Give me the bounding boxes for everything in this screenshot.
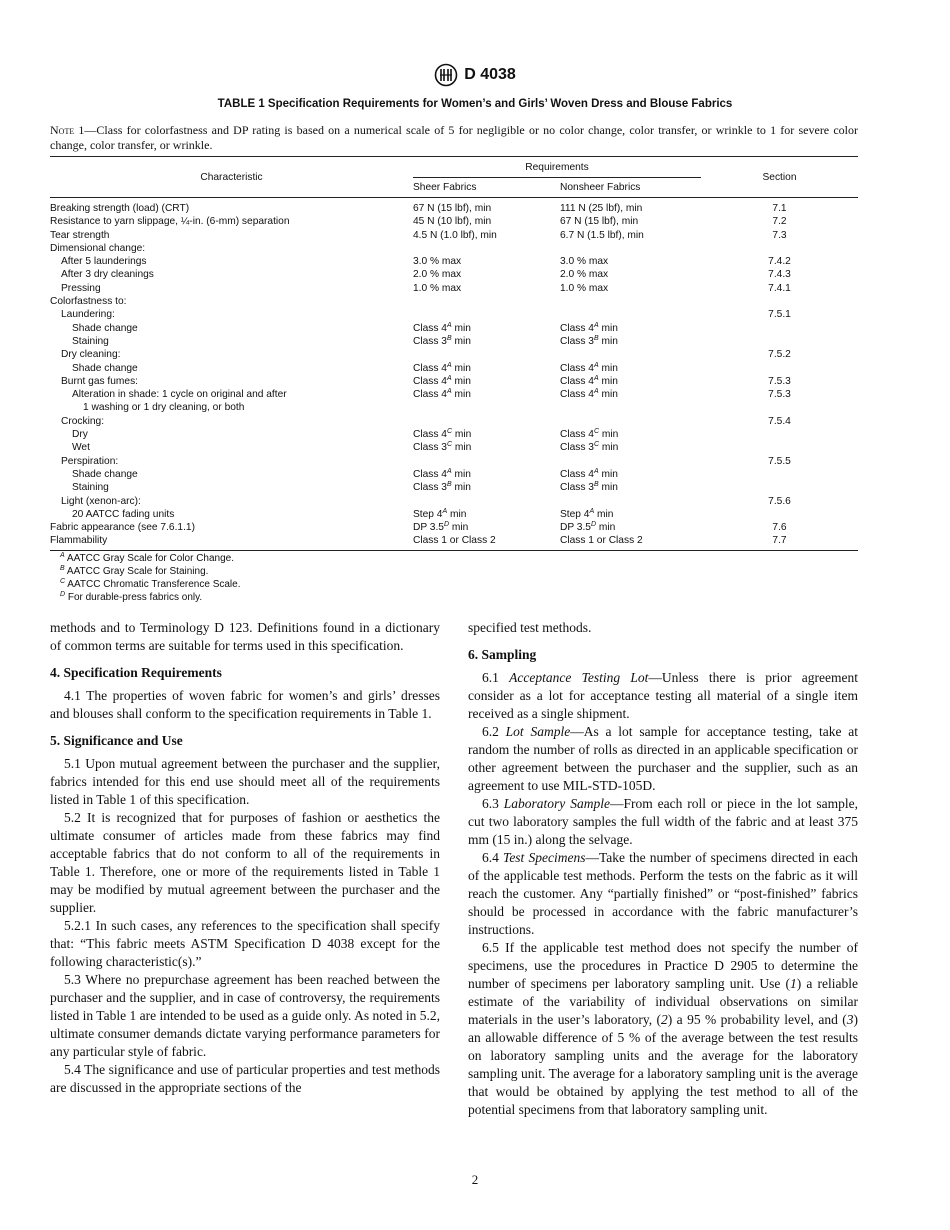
cell-nonsheer: [554, 295, 701, 308]
table-row: [50, 335, 858, 348]
header-characteristic: Characteristic: [50, 157, 413, 198]
cell-nonsheer: Class $3^B$ min: [560, 481, 618, 494]
cell-section: [701, 242, 858, 255]
cell-sheer: [413, 295, 554, 308]
cell-characteristic: Shade change: [72, 362, 138, 374]
header-requirements: Requirements: [413, 157, 701, 178]
section-heading-6: 6. Sampling: [468, 647, 537, 662]
cell-characteristic: Pressing: [61, 282, 101, 294]
cell-nonsheer: Class $4^A$ min: [560, 374, 618, 387]
cell-nonsheer: Class 1 or Class 2: [554, 534, 701, 550]
table-row: [50, 295, 858, 308]
paragraph-5-4: 5.4 The significance and use of particular properties and test methods are discussed in the appropriate sections of the: [50, 1062, 440, 1095]
cell-sheer: 1.0 % max: [413, 282, 462, 294]
table-row: [50, 428, 858, 441]
cell-sheer: 67 N (15 lbf), min: [413, 203, 492, 214]
cell-section: [701, 322, 858, 335]
cell-characteristic: Breaking strength (load) (CRT): [50, 203, 190, 214]
cell-section: 7.5.3: [768, 389, 791, 401]
cell-sheer: 4.5 N (1.0 lbf), min: [413, 229, 497, 241]
cell-nonsheer: [554, 242, 701, 255]
cell-nonsheer: 111 N (25 lbf), min: [560, 203, 643, 214]
page-header: [0, 63, 950, 87]
cell-characteristic: Crocking:: [61, 415, 105, 427]
cell-characteristic: Dry cleaning:: [61, 349, 121, 361]
cell-sheer: Class $3^C$ min: [413, 441, 472, 454]
cell-section: [701, 508, 858, 521]
cell-section: 7.6: [772, 522, 787, 534]
cell-section: 7.5.2: [768, 349, 791, 361]
cell-characteristic: Staining: [72, 482, 109, 494]
header-nonsheer: Nonsheer Fabrics: [554, 178, 701, 198]
cell-nonsheer: 6.7 N (1.5 lbf), min: [560, 229, 644, 241]
left-column: [50, 619, 440, 1097]
table-row: [50, 282, 858, 295]
paragraph-6-3: 6.3 Laboratory Sample—From each roll or piece in the lot sample, cut two laboratory samples the full width of the fabric and at least 375 mm (15 in.) along the selvage.: [468, 796, 858, 847]
cell-nonsheer: 2.0 % max: [560, 269, 609, 281]
table-row: [50, 495, 858, 508]
footnote: $^B$ AATCC Gray Scale for Staining.: [60, 565, 209, 577]
table-row: [50, 508, 858, 521]
cell-nonsheer: Class $4^C$ min: [560, 428, 619, 441]
cell-section: [701, 428, 858, 441]
cell-sheer: [413, 401, 554, 414]
cell-section: 7.2: [772, 216, 787, 228]
cell-sheer: Class $3^B$ min: [413, 334, 471, 347]
cell-sheer: 3.0 % max: [413, 256, 462, 268]
section-heading-5: 5. Significance and Use: [50, 733, 183, 748]
table-footnotes: [60, 552, 241, 604]
cell-characteristic: Perspiration:: [61, 455, 119, 467]
cell-sheer: Class $4^A$ min: [413, 467, 471, 480]
cell-characteristic: Light (xenon-arc):: [61, 495, 141, 507]
cell-sheer: [413, 242, 554, 255]
cell-nonsheer: Class $3^C$ min: [560, 441, 619, 454]
table-row: [50, 308, 858, 321]
paragraph-5-3: 5.3 Where no prepurchase agreement has been reached between the purchaser and the supplier, and in case of controversy, the requirements listed in Table 1 are intended to be used as a guide only. As noted in 5.2, ultimate consumer demands dictate varying performance parameters for any particular style of fabric.: [50, 972, 440, 1059]
cell-sheer: [413, 348, 554, 361]
cell-nonsheer: Class $4^A$ min: [560, 321, 618, 334]
header-sheer: Sheer Fabrics: [413, 178, 554, 198]
cell-sheer: DP $3.5^D$ min: [413, 521, 469, 534]
cell-section: 7.4.3: [768, 269, 791, 281]
cell-section: 7.4.1: [768, 282, 791, 294]
table-row: [50, 415, 858, 428]
cell-sheer: 45 N (10 lbf), min: [413, 216, 492, 228]
cell-sheer: Class 1 or Class 2: [413, 534, 554, 550]
cell-sheer: Class $4^C$ min: [413, 428, 472, 441]
table-title: TABLE 1 Specification Requirements for Women’s and Girls’ Woven Dress and Blouse Fabrics: [217, 98, 733, 110]
header-section: Section: [701, 157, 858, 198]
cell-nonsheer: Step $4^A$ min: [560, 507, 614, 520]
cell-section: 7.5.3: [768, 375, 791, 387]
paragraph-6-5: 6.5 If the applicable test method does not specify the number of specimens, use the procedures in Practice D 2905 to determine the number of specimens per laboratory sampling unit. Use (1) a reliable estimate of the variability of individual observations on similar materials in the user’s laboratory, (2) a 95 % probability level, and (3) an allowable difference of 5 % of the average between the test results on laboratory sampling units and the average for the laboratory sampling unit. The average for a laboratory sampling unit is the average that would be obtained by applying the test method to all of the potential specimens from that laboratory sampling unit.: [468, 940, 858, 1117]
paragraph-continued: specified test methods.: [468, 620, 592, 635]
paragraph-4-1: 4.1 The properties of woven fabric for women’s and girls’ dresses and blouses shall conform to the specification requirements in Table 1.: [50, 688, 440, 721]
table-row: [50, 348, 858, 361]
cell-sheer: Class $4^A$ min: [413, 361, 471, 374]
table-row: [50, 455, 858, 468]
paragraph-continued: methods and to Terminology D 123. Definitions found in a dictionary of common terms are suitable for terms used in this specification.: [50, 620, 440, 653]
cell-characteristic: Dimensional change:: [50, 242, 146, 254]
cell-characteristic: After 3 dry cleanings: [61, 269, 154, 281]
table-row: [50, 198, 858, 216]
table-row: [50, 401, 858, 414]
cell-sheer: 2.0 % max: [413, 269, 462, 281]
cell-section: 7.5.6: [768, 495, 791, 507]
cell-sheer: Class $3^B$ min: [413, 481, 471, 494]
page-number: 2: [471, 1172, 479, 1187]
cell-sheer: Step $4^A$ min: [413, 507, 467, 520]
cell-nonsheer: Class $4^A$ min: [560, 361, 618, 374]
cell-section: 7.5.5: [768, 455, 791, 467]
table-row: [50, 242, 858, 255]
cell-section: 7.5.4: [768, 415, 791, 427]
cell-nonsheer: [554, 415, 701, 428]
table-note: [50, 123, 858, 153]
table-row: [50, 481, 858, 494]
footnote: $^D$ For durable-press fabrics only.: [60, 591, 203, 603]
cell-characteristic: Staining: [72, 335, 109, 347]
astm-logo-icon: [434, 63, 458, 87]
cell-nonsheer: 1.0 % max: [560, 282, 609, 294]
cell-sheer: [413, 415, 554, 428]
paragraph-5-1: 5.1 Upon mutual agreement between the purchaser and the supplier, fabrics intended for this end use should meet all of the requirements listed in Table 1 of this specification.: [50, 756, 440, 807]
table-row: [50, 375, 858, 388]
paragraph-5-2: 5.2 It is recognized that for purposes of fashion or aesthetics the ultimate consumer of articles made from these fabrics may find acceptable fabrics that do not conform to all of the requirements in Table 1. Therefore, one or more of the requirements listed in Table 1 may be modified by mutual agreement between the purchaser and the supplier.: [50, 810, 440, 915]
paragraph-6-4: 6.4 Test Specimens—Take the number of specimens directed in each of the applicable test methods. Perform the tests on the fabric as it will reach the customer. Any “partially finished” or “post-finished” fabrics should be processed in accordance with the fabric manufacturer’s instructions.: [468, 850, 859, 937]
right-column: [468, 619, 858, 1119]
cell-characteristic: After 5 launderings: [61, 256, 147, 268]
cell-nonsheer: Class $4^A$ min: [560, 467, 618, 480]
cell-nonsheer: [554, 401, 701, 414]
table-row: [50, 215, 858, 228]
cell-nonsheer: 67 N (15 lbf), min: [560, 216, 639, 228]
cell-characteristic: Tear strength: [50, 229, 110, 241]
cell-characteristic: Resistance to yarn slippage, ¼-in. (6-mm) separation: [50, 216, 290, 228]
footnote: $^A$ AATCC Gray Scale for Color Change.: [60, 552, 234, 564]
cell-section: [701, 401, 858, 414]
cell-nonsheer: Class $3^B$ min: [560, 334, 618, 347]
cell-nonsheer: DP $3.5^D$ min: [560, 521, 616, 534]
table-body: [50, 198, 858, 551]
table-row: [50, 255, 858, 268]
footnote: $^C$ AATCC Chromatic Transference Scale.: [60, 578, 241, 590]
cell-characteristic: Colorfastness to:: [50, 296, 127, 308]
cell-sheer: [413, 495, 554, 508]
table-row: [50, 268, 858, 281]
table-row: [50, 229, 858, 242]
cell-characteristic: Fabric appearance (see 7.6.1.1): [50, 522, 195, 534]
table-row: [50, 441, 858, 454]
table-row: [50, 322, 858, 335]
cell-section: 7.3: [772, 229, 787, 241]
cell-characteristic: Laundering:: [61, 309, 115, 321]
note-label: Note: [50, 123, 75, 137]
cell-section: 7.7: [701, 534, 858, 550]
section-heading-4: 4. Specification Requirements: [50, 665, 222, 680]
cell-nonsheer: [554, 455, 701, 468]
cell-sheer: Class $4^A$ min: [413, 388, 471, 401]
cell-nonsheer: [554, 348, 701, 361]
cell-section: [701, 468, 858, 481]
paragraph-5-2-1: 5.2.1 In such cases, any references to the specification shall specify that: “This fabric meets ASTM Specification D 4038 except for the following characteristic(s).”: [50, 918, 440, 969]
cell-section: 7.4.2: [768, 256, 791, 268]
cell-section: [701, 362, 858, 375]
cell-characteristic: Flammability: [50, 534, 413, 550]
cell-section: 7.1: [772, 203, 787, 214]
cell-section: [701, 481, 858, 494]
cell-sheer: [413, 308, 554, 321]
document-designation: D 4038: [464, 66, 516, 83]
cell-characteristic: Burnt gas fumes:: [61, 375, 139, 387]
cell-sheer: Class $4^A$ min: [413, 321, 471, 334]
cell-section: [701, 295, 858, 308]
cell-nonsheer: Class $4^A$ min: [560, 388, 618, 401]
cell-section: 7.5.1: [768, 309, 791, 321]
cell-characteristic: 1 washing or 1 dry cleaning, or both: [83, 402, 245, 414]
table-row: [50, 362, 858, 375]
cell-nonsheer: [554, 308, 701, 321]
cell-characteristic: Dry: [72, 429, 88, 441]
cell-sheer: [413, 455, 554, 468]
cell-characteristic: Wet: [72, 442, 90, 454]
cell-section: [701, 335, 858, 348]
cell-characteristic: Shade change: [72, 468, 138, 480]
note-text: 1—Class for colorfastness and DP rating is based on a numerical scale of 5 for negligible or no color change, color transfer, or wrinkle to 1 for severe color change, color transfer, or wrinkle.: [50, 123, 858, 152]
cell-nonsheer: [554, 495, 701, 508]
table-row: [50, 388, 858, 401]
cell-characteristic: 20 AATCC fading units: [72, 508, 175, 520]
table-row: [50, 468, 858, 481]
table-row: [50, 534, 858, 550]
paragraph-6-2: 6.2 Lot Sample—As a lot sample for acceptance testing, take at random the number of rolls as directed in an applicable specification or other agreement between the purchaser and the supplier, such as an agreement to use MIL-STD-105D.: [468, 724, 859, 793]
cell-characteristic: Alteration in shade: 1 cycle on original and after: [72, 389, 287, 401]
cell-characteristic: Shade change: [72, 322, 138, 334]
paragraph-6-1: 6.1 Acceptance Testing Lot—Unless there is prior agreement consider as a lot for acceptance testing all material of a single item received as a single shipment.: [468, 670, 858, 721]
cell-nonsheer: 3.0 % max: [560, 256, 609, 268]
specification-table: [50, 156, 858, 551]
cell-section: [701, 441, 858, 454]
table-row: [50, 521, 858, 534]
cell-sheer: Class $4^A$ min: [413, 374, 471, 387]
